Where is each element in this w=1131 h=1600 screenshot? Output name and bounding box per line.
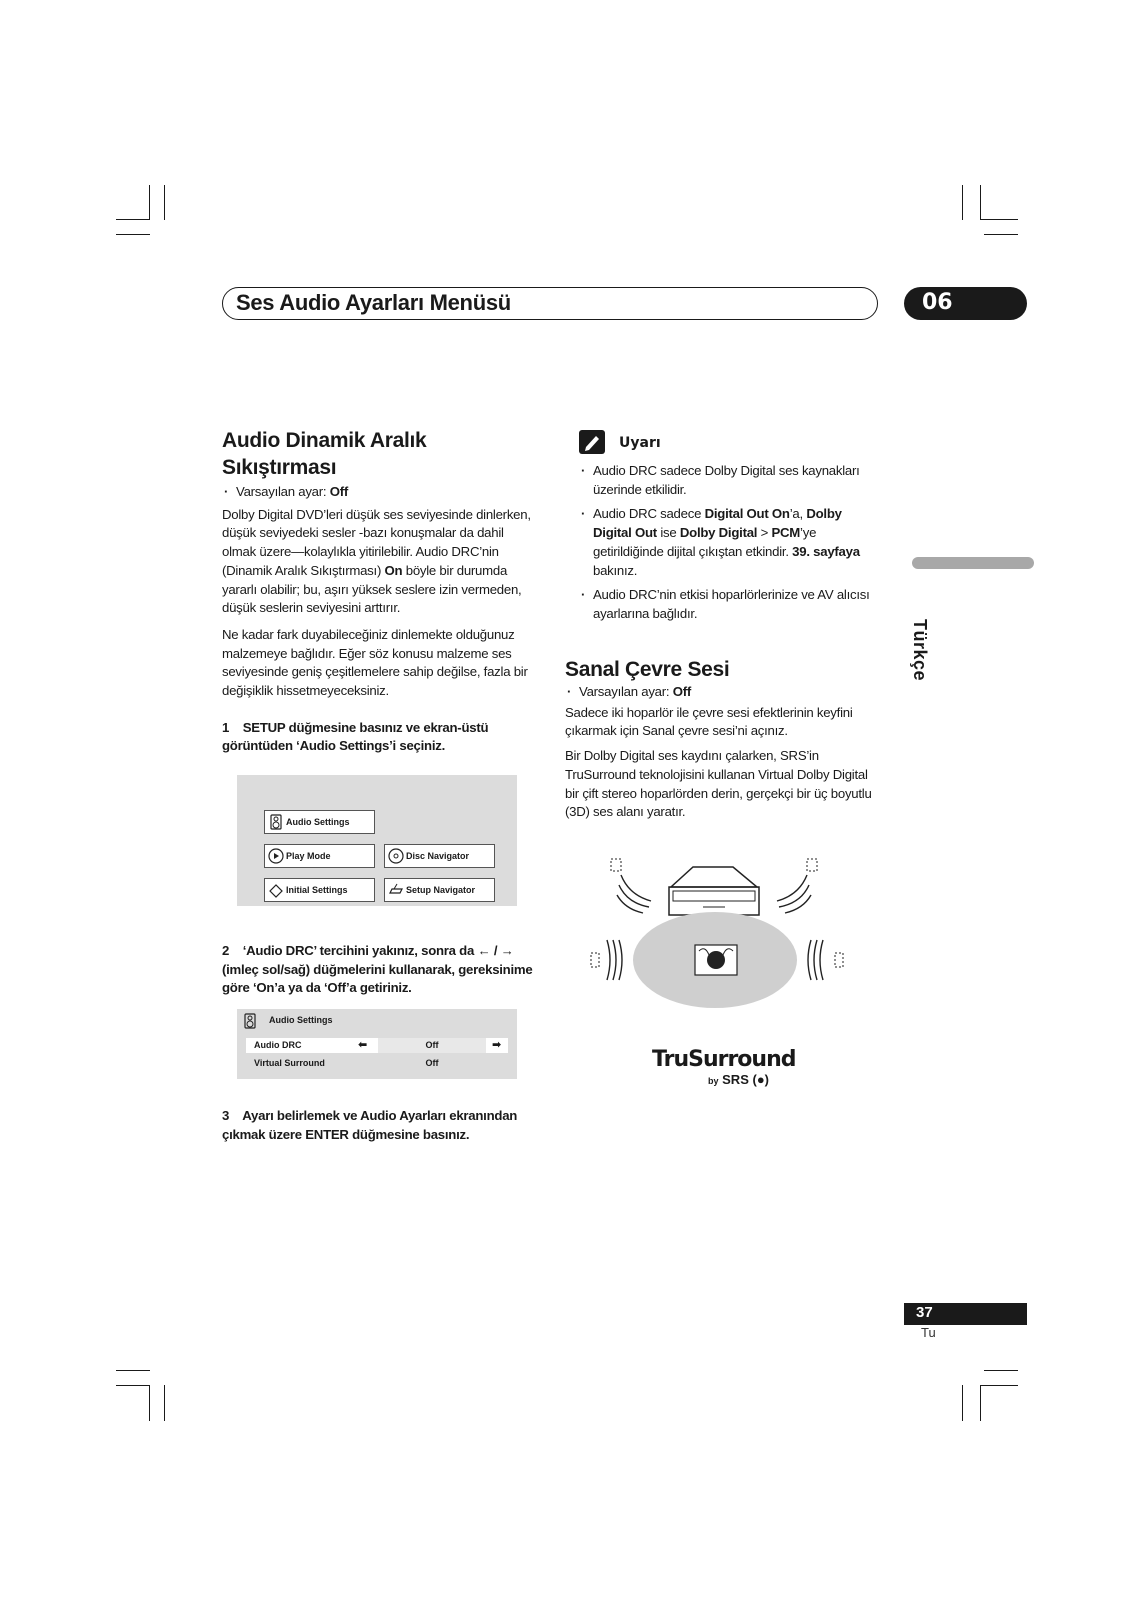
row-label: Audio DRC	[254, 1040, 302, 1050]
logo-byline: by SRS (●)	[708, 1072, 770, 1087]
virtual-surround-illustration	[585, 855, 875, 1025]
logo-wordmark: TruSurround	[652, 1047, 796, 1072]
section-heading-drc: Audio Dinamik Aralık Sıkıştırması	[222, 429, 427, 479]
speaker-icon	[243, 1013, 257, 1029]
language-tab-label: Türkçe	[910, 618, 930, 682]
step-2-block	[222, 942, 540, 998]
page-number-bar	[904, 1303, 1027, 1325]
arrow-right-icon[interactable]: ➡	[492, 1039, 502, 1051]
listener-icon	[695, 945, 737, 975]
chapter-number: 06	[922, 290, 953, 315]
default-setting: · Varsayılan ayar: Off	[565, 683, 883, 702]
warning-item: · Audio DRC sadece Dolby Digital ses kaynakları üzerinde etkilidir.	[579, 462, 881, 499]
paragraph: Ne kadar fark duyabileceğiniz dinlemekte olduğunuz malzemeye bağlıdır. Eğer söz konusu malzeme ses seviyesinde geniş çeşitlemelere sahip değilse, fazla bir değişiklik hissetmeyeceksiniz.	[222, 626, 528, 699]
row-label: Virtual Surround	[254, 1058, 325, 1068]
virtual-surround-row[interactable]	[246, 1056, 508, 1071]
step-3-block	[222, 1107, 540, 1144]
warning-item: · Audio DRC’nin etkisi hoparlörlerinize ve AV alıcısı ayarlarına bağlıdır.	[579, 586, 881, 623]
menu-setup-navigator[interactable]: Setup Navigator	[384, 878, 495, 902]
warning-list	[579, 462, 881, 624]
page-title-bar	[222, 287, 878, 320]
disc-navigator-icon	[388, 848, 404, 864]
setup-menu-screenshot	[237, 775, 517, 906]
audio-settings-screenshot	[237, 1009, 517, 1079]
row-value: Off	[378, 1038, 486, 1053]
page-number: 37	[916, 1304, 933, 1321]
row-value: Off	[425, 1058, 439, 1068]
section-heading-virtual-surround: Sanal Çevre Sesi	[565, 658, 730, 681]
initial-settings-icon	[268, 882, 284, 898]
language-code: Tu	[921, 1325, 936, 1340]
play-mode-icon	[268, 848, 284, 864]
paragraph: Dolby Digital DVD’leri düşük ses seviyesinde dinlerken, düşük seviyedeki sesler -bazı konuşmalar da dahil olmak üzere—kolaylıkla yitirilebilir. Audio DRC’nin (Dinamik Aralık Sıkıştırması) On böyle bir durumda yararlı olabilir; bu, aşırı yüksek seslere izin vermeden, düşük seslerin seviyesini arttırır.	[222, 506, 531, 616]
default-setting: · Varsayılan ayar: Off	[222, 483, 540, 502]
menu-initial-settings[interactable]: Initial Settings	[264, 878, 375, 902]
chapter-badge	[904, 287, 1027, 320]
step-3: 3 Ayarı belirlemek ve Audio Ayarları ekranından çıkmak üzere ENTER düğmesine basınız.	[222, 1108, 521, 1142]
screen-title: Audio Settings	[269, 1015, 333, 1025]
page-title: Ses Audio Ayarları Menüsü	[236, 290, 511, 315]
note-icon	[579, 430, 605, 454]
setup-navigator-icon	[388, 882, 404, 898]
left-column	[222, 427, 540, 756]
audio-drc-row[interactable]	[246, 1038, 508, 1053]
speaker-icon	[268, 814, 284, 830]
language-tab-bar	[912, 557, 1034, 569]
warning-title: Uyarı	[619, 435, 661, 451]
paragraph: Sadece iki hoparlör ile çevre sesi efektlerinin keyfini çıkarmak için Sanal çevre sesi’ni açınız.	[565, 704, 853, 739]
paragraph: Bir Dolby Digital ses kaydını çalarken, SRS’in TruSurround teknolojisini kullanan Virtual Dolby Digital bir çift stereo hoparlörden derin, gerçekçi bir üç boyutlu (3D) ses alanı yaratır.	[565, 748, 872, 820]
srs-icon: (●)	[752, 1072, 770, 1087]
tv-icon	[669, 867, 759, 915]
menu-disc-navigator[interactable]: Disc Navigator	[384, 844, 495, 868]
warning-item: · Audio DRC sadece Digital Out On’a, Dolby Digital Out ise Dolby Digital > PCM’ye getirildiğinde dijital çıkıştan etkindir. 39. sayfaya bakınız.	[579, 505, 881, 580]
right-column	[565, 656, 883, 822]
step-1: 1 SETUP düğmesine basınız ve ekran-üstü görüntüden ‘Audio Settings’i seçiniz.	[222, 719, 492, 754]
step-2: 2 ‘Audio DRC’ tercihini yakınız, sonra da ← / → (imleç sol/sağ) düğmelerini kullanarak, gereksinime göre ‘On’a ya da ‘Off’a getiriniz.	[222, 943, 536, 996]
arrow-left-icon[interactable]: ⬅	[358, 1039, 368, 1051]
menu-audio-settings[interactable]: Audio Settings	[264, 810, 375, 834]
trusurround-logo	[652, 1047, 802, 1087]
menu-play-mode[interactable]: Play Mode	[264, 844, 375, 868]
